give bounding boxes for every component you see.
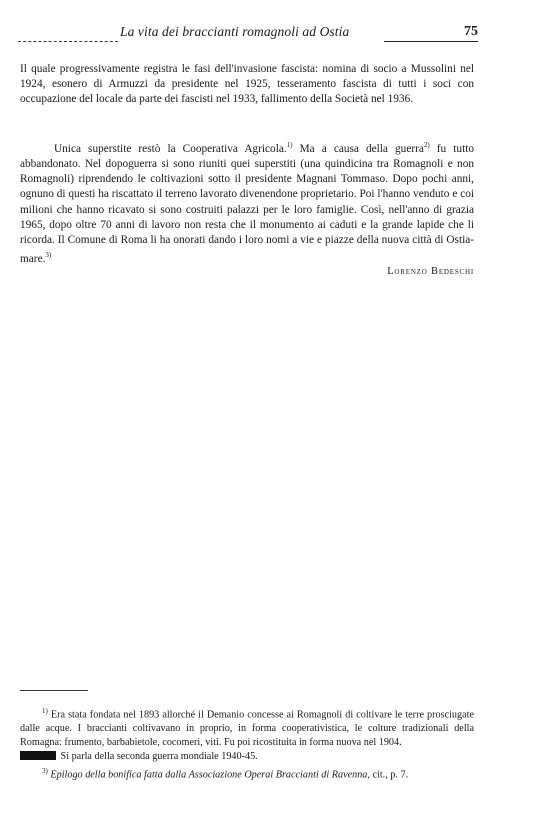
author-signature: Lorenzo Bedeschi: [387, 266, 474, 277]
header-rule-left: [18, 41, 118, 43]
footnote-2-text: Si parla della seconda guerra mondiale 1940-45.: [58, 751, 258, 763]
footnote-1-marker: 1): [42, 707, 48, 715]
footnote-1: [20, 704, 474, 750]
header-rule-right: [384, 41, 478, 42]
redaction-mark: [20, 751, 56, 760]
footnote-2: [20, 750, 474, 764]
footnote-ref-3[interactable]: 3): [45, 251, 52, 260]
footnote-3-marker: 3): [42, 767, 48, 776]
footnote-3-citation: cit., p. 7.: [369, 769, 409, 781]
paragraph-2-part-c: fu tutto abbandonato. Nel dopoguerra si sono riuniti quei superstiti (una quindicina tra Romagnoli e non Romagnoli) riprendendo le coltivazioni sotto il presidente Magnani Tommaso. Dopo pochi anni, ognuno di questi ha riscattato il terreno lavorato divenendone proprietario. Poi l'hanno venduto e coi milioni che hanno ricavato si sono costruiti palazzi per le loro famiglie. Così, nell'anno di grazia 1965, dopo oltre 70 anni di lavoro non resta che il monumento ai caduti e la grande lapide che li ricorda. Il Comune di Roma li ha onorati dando i loro nomi a vie e piazze della nuova città di Ostia-mare.: [20, 142, 474, 265]
running-title: La vita dei braccianti romagnoli ad Ostia: [120, 24, 350, 39]
paragraph-2-part-b: Ma a causa della guerra: [292, 142, 424, 155]
footnote-ref-2[interactable]: 2): [423, 141, 430, 149]
paragraph-2-part-a: Unica superstite restò la Cooperativa Agricola.: [54, 142, 287, 155]
footnote-separator: [20, 690, 88, 691]
footnotes: [20, 704, 474, 783]
paragraph-2: [20, 138, 474, 267]
paragraph-1: Il quale progressivamente registra le fasi dell'invasione fascista: nomina di socio a Mussolini nel 1924, esonero di Armuzzi da presidente nel 1925, tesseramento fascista di tutti i soci con occupazione del locale da parte dei fascisti nel 1933, fallimento della Società nel 1936.: [20, 63, 474, 106]
page-number: 75: [464, 24, 478, 39]
footnote-3: [20, 764, 474, 782]
footnote-3-title: Epilogo della bonifica fatta dalla Associazione Operai Braccianti di Ravenna,: [47, 769, 370, 781]
running-header: [18, 24, 478, 44]
footnote-ref-1[interactable]: 1): [286, 141, 293, 149]
footnote-1-text: Era stata fondata nel 1893 allorché il Demanio concesse ai Romagnoli di coltivare le terre prosciugate dalle acque. I braccianti coltivavano in proprio, in forma cooperativistica, le colture tradizionali della Romagna: frumento, barbabietole, cocomeri, viti. Fu poi ricostituita in forma nuova nel 1904.: [20, 709, 474, 749]
